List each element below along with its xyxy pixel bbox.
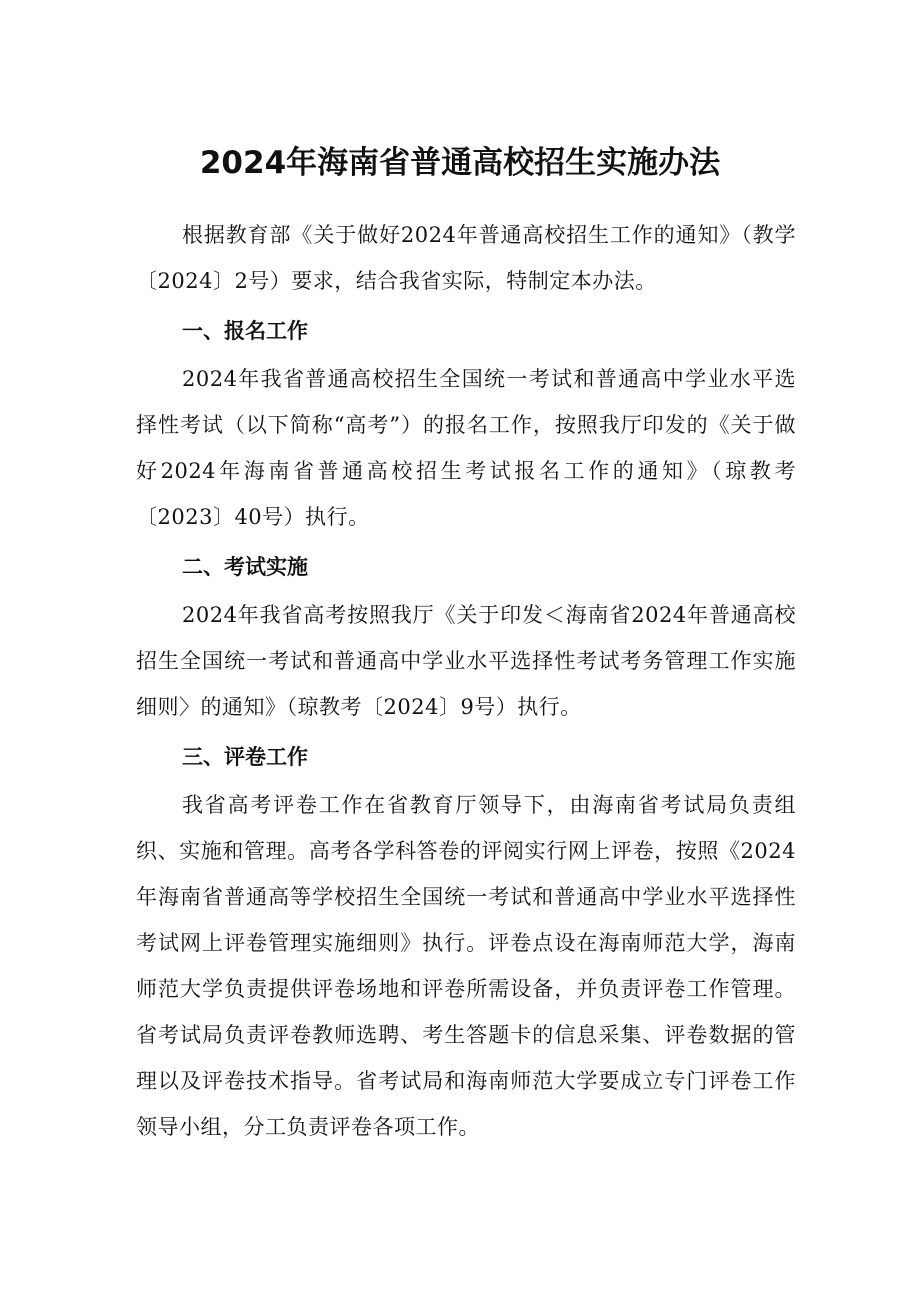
section-paragraph-registration: 2024年我省普通高校招生全国统一考试和普通高中学业水平选择性考试（以下简称“高考”）的报名工作，按照我厅印发的《关于做好2024年海南省普通高校招生考试报名工作的通知》（琼教考〔2023〕40号）执行。: [136, 367, 796, 529]
intro-paragraph: 根据教育部《关于做好2024年普通高校招生工作的通知》（教学〔2024〕2号）要求，结合我省实际，特制定本办法。: [136, 223, 796, 293]
section-paragraph-marking: 我省高考评卷工作在省教育厅领导下，由海南省考试局负责组织、实施和管理。高考各学科答卷的评阅实行网上评卷，按照《2024年海南省普通高等学校招生全国统一考试和普通高中学业水平选择性考试网上评卷管理实施细则》执行。评卷点设在海南师范大学，海南师范大学负责提供评卷场地和评卷所需设备，并负责评卷工作管理。省考试局负责评卷教师选聘、考生答题卡的信息采集、评卷数据的管理以及评卷技术指导。省考试局和海南师范大学要成立专门评卷工作领导小组，分工负责评卷各项工作。: [136, 793, 796, 1139]
section-heading-exam: 二、考试实施: [182, 555, 308, 579]
section-paragraph-exam: 2024年我省高考按照我厅《关于印发＜海南省2024年普通高校招生全国统一考试和普通高中学业水平选择性考试考务管理工作实施细则〉的通知》（琼教考〔2024〕9号）执行。: [136, 603, 796, 719]
document-title: 2024年海南省普通高校招生实施办法: [199, 144, 721, 181]
section-heading-marking: 三、评卷工作: [182, 745, 308, 769]
document-body: [136, 212, 796, 1150]
section-heading-registration: 一、报名工作: [182, 319, 308, 343]
